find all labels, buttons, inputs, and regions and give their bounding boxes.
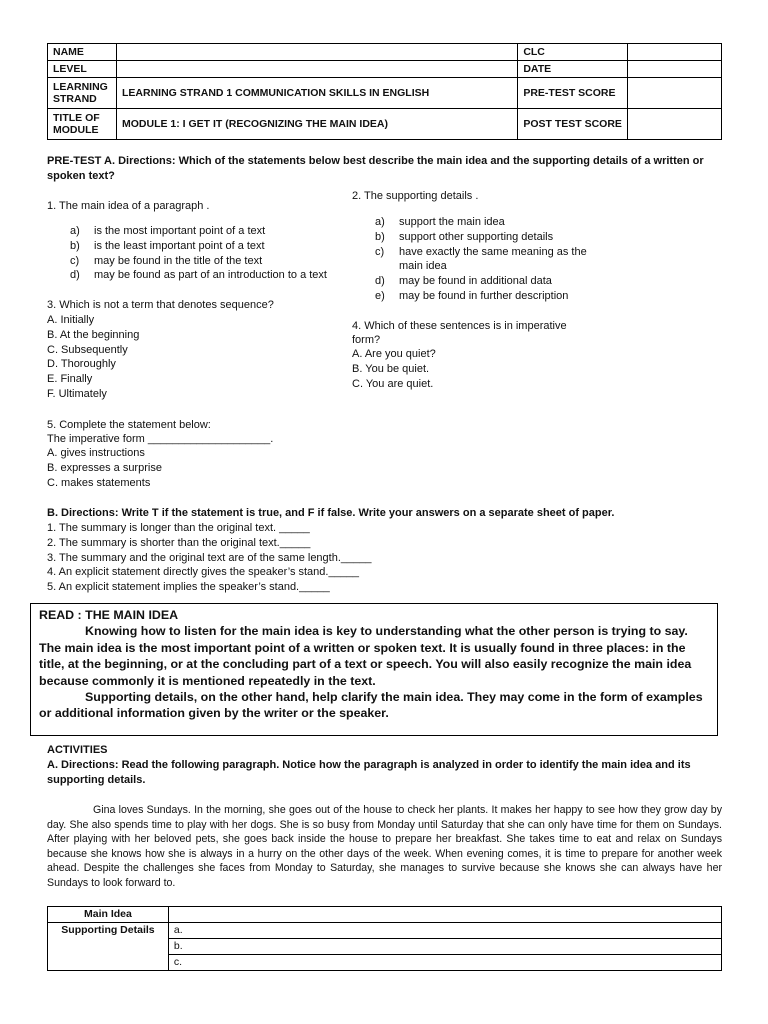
- strand-value: LEARNING STRAND 1 COMMUNICATION SKILLS IN ENGLISH: [116, 78, 517, 109]
- q1-question: 1. The main idea of a paragraph .: [47, 200, 210, 212]
- name-label: NAME: [48, 44, 117, 61]
- q5-question: 5. Complete the statement below:: [47, 419, 211, 431]
- level-field[interactable]: [116, 61, 517, 78]
- name-field[interactable]: [116, 44, 517, 61]
- q4-options: [352, 347, 552, 391]
- option-mark: b): [70, 239, 80, 252]
- option-mark: a): [375, 216, 385, 228]
- main-idea-table: [47, 906, 722, 971]
- q1-option[interactable]: [70, 268, 360, 283]
- read-paragraph-1: Knowing how to listen for the main idea is key to understanding what the other person is trying to say. The main idea is the most important point of a written or spoken text. It is usually found in three places: in the title, at the beginning, or at the concluding part of a text or speech. You will also easily recognize the main idea because commonly it is mentioned repeatedly in the text.: [39, 624, 692, 688]
- activities-directions-cont: supporting details.: [47, 774, 146, 786]
- q3-option[interactable]: B. At the beginning: [47, 328, 140, 341]
- main-idea-field[interactable]: [168, 907, 721, 923]
- q5-option[interactable]: A. gives instructions: [47, 447, 145, 459]
- option-mark: d): [375, 275, 385, 288]
- q3-options: [47, 313, 247, 402]
- q2-question: 2. The supporting details .: [352, 190, 479, 202]
- supporting-detail-field[interactable]: a.: [168, 923, 721, 939]
- partb-item: 4. An explicit statement directly gives the speaker’s stand._____: [47, 566, 360, 579]
- option-mark: b): [375, 230, 385, 243]
- date-field[interactable]: [628, 61, 722, 78]
- option-mark: d): [70, 269, 80, 282]
- partb-items: [47, 521, 447, 595]
- q5-question-cont: The imperative form ____________________.: [47, 433, 274, 445]
- q4-option[interactable]: B. You be quiet.: [352, 362, 430, 375]
- activities-title: ACTIVITIES: [47, 744, 108, 756]
- pretest-score-field[interactable]: [628, 78, 722, 109]
- q3-option[interactable]: A. Initially: [47, 314, 95, 326]
- q1-option[interactable]: [70, 239, 360, 254]
- date-label: DATE: [518, 61, 628, 78]
- q5-option[interactable]: C. makes statements: [47, 476, 151, 489]
- q3-option[interactable]: F. Ultimately: [47, 387, 107, 400]
- option-mark: c): [70, 254, 80, 267]
- option-text: is the least important point of a text: [94, 239, 265, 252]
- main-idea-label: Main Idea: [48, 907, 169, 923]
- q1-option[interactable]: [70, 254, 360, 269]
- q2-option[interactable]: [375, 274, 615, 289]
- supporting-detail-field[interactable]: c.: [168, 955, 721, 971]
- supporting-detail-field[interactable]: b.: [168, 939, 721, 955]
- q5-option[interactable]: B. expresses a surprise: [47, 461, 162, 474]
- read-paragraph-2: Supporting details, on the other hand, help clarify the main idea. They may come in the form of examples or additional information given by the writer or the speaker.: [39, 690, 703, 721]
- q2-option[interactable]: [375, 215, 615, 230]
- option-mark: c): [375, 245, 385, 258]
- q2-options: [375, 215, 615, 304]
- q4-option[interactable]: A. Are you quiet?: [352, 348, 436, 360]
- partb-item: 1. The summary is longer than the original text. _____: [47, 522, 310, 534]
- module-label: TITLE OF MODULE: [48, 109, 117, 140]
- q3-option[interactable]: E. Finally: [47, 373, 93, 386]
- option-text: may be found in the title of the text: [94, 254, 263, 267]
- option-text: have exactly the same meaning as the main idea: [399, 245, 587, 273]
- q3-question: 3. Which is not a term that denotes sequence?: [47, 299, 274, 311]
- option-text: support the main idea: [399, 216, 505, 228]
- read-box: [30, 603, 718, 736]
- clc-field[interactable]: [628, 44, 722, 61]
- q3-option[interactable]: D. Thoroughly: [47, 358, 116, 371]
- strand-label: LEARNING STRAND: [48, 78, 117, 109]
- option-text: may be found in further description: [399, 289, 569, 302]
- q4-option[interactable]: C. You are quiet.: [352, 377, 434, 390]
- posttest-score-label: POST TEST SCORE: [518, 109, 628, 140]
- q5-options: [47, 446, 247, 490]
- level-label: LEVEL: [48, 61, 117, 78]
- q1-option[interactable]: [70, 224, 360, 239]
- partb-item: 5. An explicit statement implies the speaker’s stand._____: [47, 581, 330, 594]
- q1-options: [70, 224, 360, 283]
- posttest-score-field[interactable]: [628, 109, 722, 140]
- partb-item: 2. The summary is shorter than the original text._____: [47, 536, 311, 549]
- read-title: READ : THE MAIN IDEA: [39, 608, 179, 622]
- q2-option[interactable]: [375, 245, 615, 275]
- pretest-directions: PRE-TEST A. Directions: Which of the statements below best describe the main idea and the supporting details of a written or: [47, 155, 704, 167]
- q3-option[interactable]: C. Subsequently: [47, 343, 128, 356]
- option-text: is the most important point of a text: [94, 225, 266, 237]
- partb-directions: B. Directions: Write T if the statement is true, and F if false. Write your answers on a separate sheet of paper.: [47, 507, 615, 519]
- activities-directions: A. Directions: Read the following paragraph. Notice how the paragraph is analyzed in order to identify the main idea and its: [47, 759, 691, 771]
- q4-question: 4. Which of these sentences is in imperative: [352, 320, 567, 332]
- option-mark: e): [375, 289, 385, 302]
- partb-item: 3. The summary and the original text are of the same length._____: [47, 551, 372, 564]
- q4-question-cont: form?: [352, 334, 381, 346]
- option-mark: a): [70, 225, 80, 237]
- pretest-score-label: PRE-TEST SCORE: [518, 78, 628, 109]
- supporting-details-label: Supporting Details: [48, 923, 169, 971]
- header-table: [47, 43, 722, 140]
- q2-option[interactable]: [375, 289, 615, 304]
- q2-option[interactable]: [375, 230, 615, 245]
- option-text: may be found in additional data: [399, 275, 552, 288]
- option-text: support other supporting details: [399, 230, 554, 243]
- gina-paragraph: Gina loves Sundays. In the morning, she goes out of the house to check her plants. It makes her happy to see how they grow day by day. She also spends time to play with her dogs. She is so busy from Monday until Saturday that she can only have time for them on Sundays. After playing with her beloved pets, she goes back inside the house to prepare her breakfast. She takes time to eat and relax on Sundays because she knows how she is always in a hurry on the other days of the week. When evening comes, it is time to prepare for another week ahead. Despite the challenges she faces from Monday to Saturday, she manages to survive because she knows she can always have her Sundays to look forward to.: [47, 804, 722, 889]
- clc-label: CLC: [518, 44, 628, 61]
- module-value: MODULE 1: I GET IT (RECOGNIZING THE MAIN IDEA): [116, 109, 517, 140]
- option-text: may be found as part of an introduction to a text: [94, 269, 327, 282]
- pretest-directions-cont: spoken text?: [47, 170, 115, 182]
